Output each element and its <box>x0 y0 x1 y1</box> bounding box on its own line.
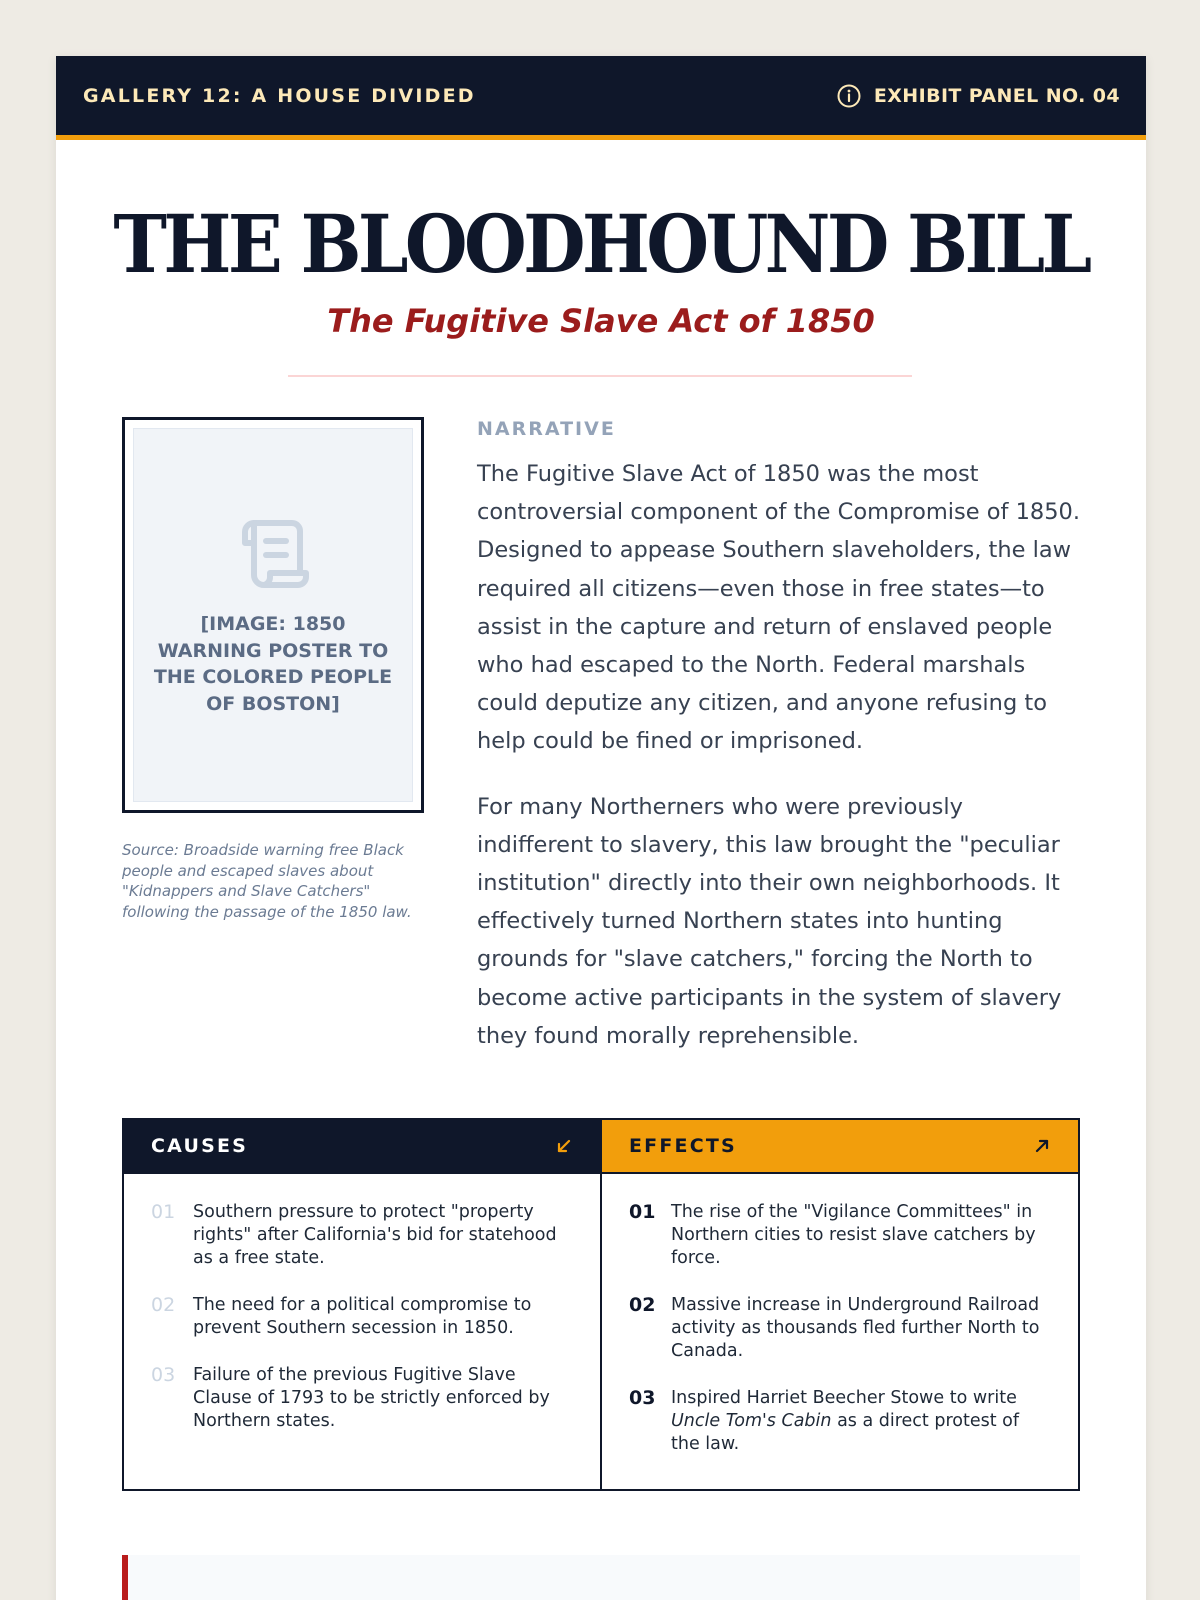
page-title: THE BLOODHOUND BILL <box>113 197 1089 291</box>
list-item <box>151 1364 574 1433</box>
gallery-label: GALLERY 12: A HOUSE DIVIDED <box>83 84 476 107</box>
list-item <box>629 1387 1052 1456</box>
page-subtitle: The Fugitive Slave Act of 1850 <box>327 302 875 340</box>
item-text: Failure of the previous Fugitive Slave Clause of 1793 to be strictly enforced by Northern states. <box>193 1365 550 1431</box>
item-number: 02 <box>629 1294 656 1316</box>
narrative-body <box>477 455 1085 1082</box>
item-text-after: as a direct protest of the law. <box>671 1411 1020 1454</box>
arrow-up-right-icon <box>1032 1136 1052 1156</box>
causes-effects-table <box>122 1118 1080 1491</box>
causes-column <box>124 1120 600 1489</box>
item-number: 03 <box>629 1387 656 1409</box>
image-placeholder-inner <box>133 428 413 802</box>
narrative-heading: NARRATIVE <box>477 418 616 440</box>
effects-list <box>602 1174 1078 1480</box>
exhibit-panel <box>56 56 1146 1600</box>
list-item <box>151 1201 574 1270</box>
image-placeholder <box>122 417 424 813</box>
item-text: Southern pressure to protect "property rights" after California's bid for statehood as a free state. <box>193 1202 557 1268</box>
causes-list <box>124 1174 600 1457</box>
image-caption: Source: Broadside warning free Black people and escaped slaves about "Kidnappers and Slave Catchers" following the passage of the 1850 law. <box>122 841 412 921</box>
list-item <box>151 1294 574 1340</box>
item-text: The need for a political compromise to prevent Southern secession in 1850. <box>193 1295 532 1338</box>
effects-heading: EFFECTS <box>629 1135 737 1157</box>
item-text: Massive increase in Underground Railroad activity as thousands fled further North to Canada. <box>671 1295 1040 1361</box>
panel-header <box>56 56 1146 140</box>
item-number: 01 <box>151 1201 176 1223</box>
causes-header <box>124 1120 600 1174</box>
arrow-down-left-icon <box>554 1136 574 1156</box>
pull-quote-block <box>122 1555 1080 1600</box>
item-text-before: Inspired Harriet Beecher Stowe to write <box>671 1388 1017 1408</box>
item-number: 03 <box>151 1364 176 1386</box>
book-title: Uncle Tom's Cabin <box>671 1411 832 1431</box>
info-icon <box>836 83 862 109</box>
item-text <box>671 1387 1052 1456</box>
causes-heading: CAUSES <box>151 1135 249 1157</box>
narrative-paragraph: The Fugitive Slave Act of 1850 was the most controversial component of the Compromise of 1850. Designed to appease Southern slaveholders, the law required all citizens—even those in free states—to assist in the capture and return of enslaved people who had escaped to the North. Federal marshals could deputize any citizen, and anyone refusing to help could be fined or imprisoned. <box>477 461 1081 755</box>
item-number: 02 <box>151 1294 176 1316</box>
list-item <box>629 1294 1052 1363</box>
title-divider <box>288 375 912 377</box>
effects-header <box>602 1120 1078 1174</box>
item-text: The rise of the "Vigilance Committees" in Northern cities to resist slave catchers by force. <box>671 1202 1036 1268</box>
list-item <box>629 1201 1052 1270</box>
panel-number-text: EXHIBIT PANEL NO. 04 <box>873 84 1120 107</box>
scroll-icon <box>234 517 312 591</box>
effects-column <box>600 1120 1078 1489</box>
narrative-paragraph: For many Northerners who were previously indifferent to slavery, this law brought the "peculiar institution" directly into their own neighborhoods. It effectively turned Northern states into hunting grounds for "slave catchers," forcing the North to become active participants in the system of slavery they found morally reprehensible. <box>477 793 1062 1049</box>
image-placeholder-label: [IMAGE: 1850 WARNING POSTER TO THE COLORED PEOPLE OF BOSTON] <box>153 613 393 715</box>
panel-number <box>836 83 1120 109</box>
item-number: 01 <box>629 1201 656 1223</box>
